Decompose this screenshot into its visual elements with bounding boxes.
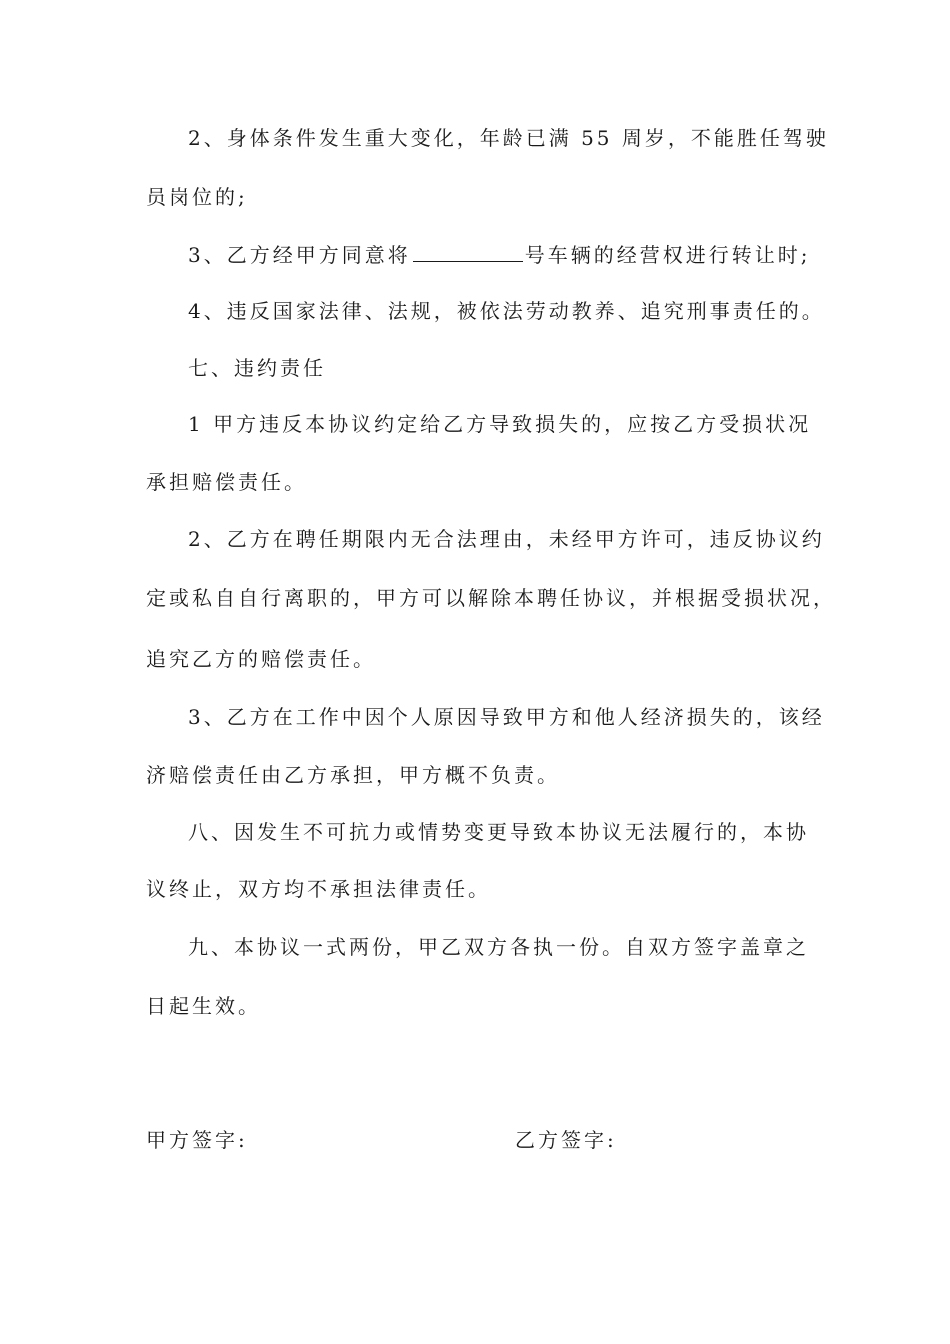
vehicle-number-blank xyxy=(413,241,523,262)
party-b-signature-label: 乙方签字: xyxy=(515,1128,617,1152)
section-8-line-2: 议终止，双方均不承担法律责任。 xyxy=(146,877,491,901)
section-9-line-2: 日起生效。 xyxy=(146,994,261,1018)
clause-7-item-2-line-2: 定或私自自行离职的，甲方可以解除本聘任协议，并根据受损状况， xyxy=(146,586,836,610)
clause-7-item-1-line-1: 1 甲方违反本协议约定给乙方导致损失的，应按乙方受损状况 xyxy=(188,412,812,436)
party-a-signature-label: 甲方签字: xyxy=(146,1128,248,1152)
clause-7-item-3-line-1: 3、乙方在工作中因个人原因导致甲方和他人经济损失的，该经 xyxy=(188,705,825,729)
clause-7-item-2-line-1: 2、乙方在聘任期限内无合法理由，未经甲方许可，违反协议约 xyxy=(188,527,825,551)
clause-6-item-4: 4、违反国家法律、法规，被依法劳动教养、追究刑事责任的。 xyxy=(188,299,825,323)
clause-7-item-1-line-2: 承担赔偿责任。 xyxy=(146,470,307,494)
clause-6-item-3-prefix: 3、乙方经甲方同意将 xyxy=(188,243,411,267)
section-8-line-1: 八、因发生不可抗力或情势变更导致本协议无法履行的，本协 xyxy=(188,820,809,844)
clause-6-item-3 xyxy=(188,241,868,269)
clause-6-item-2-line-1: 2、身体条件发生重大变化，年龄已满 55 周岁，不能胜任驾驶 xyxy=(188,126,829,150)
clause-6-item-2-line-2: 员岗位的; xyxy=(146,185,248,209)
clause-7-item-3-line-2: 济赔偿责任由乙方承担，甲方概不负责。 xyxy=(146,763,560,787)
section-7-heading: 七、违约责任 xyxy=(188,356,326,380)
clause-7-item-2-line-3: 追究乙方的赔偿责任。 xyxy=(146,647,376,671)
section-9-line-1: 九、本协议一式两份，甲乙双方各执一份。自双方签字盖章之 xyxy=(188,935,809,959)
clause-6-item-3-suffix: 号车辆的经营权进行转让时; xyxy=(524,243,811,267)
